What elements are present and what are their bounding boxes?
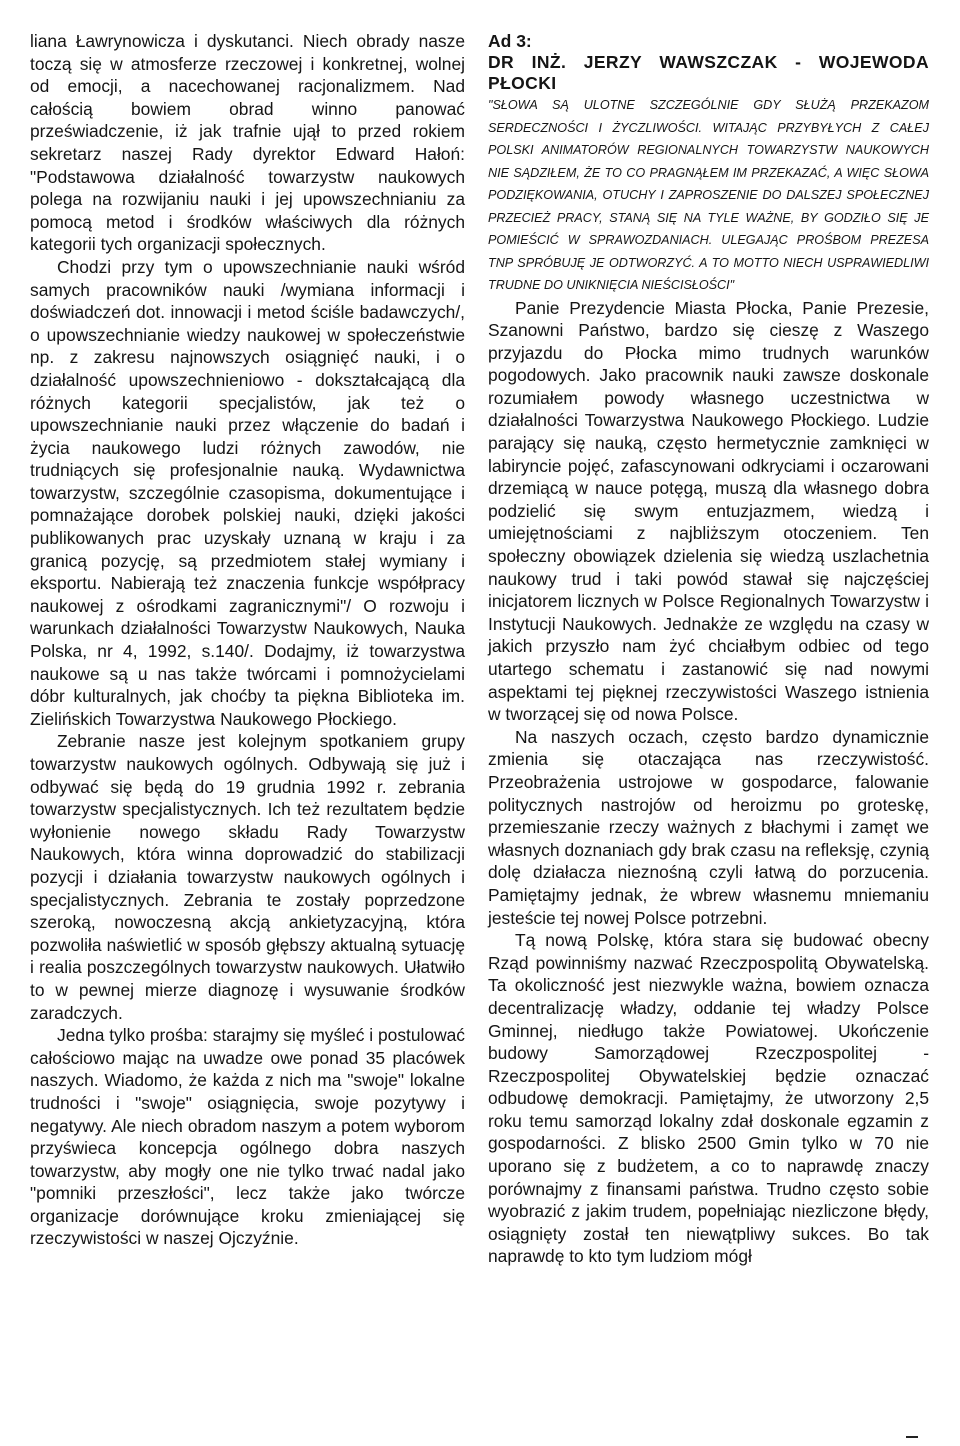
left-paragraph-3: Zebranie nasze jest kolejnym spotkaniem grupy towarzystw naukowych ogólnych. Odbywają się już i odbywać się będą do 19 grudnia 1992 r. zebrania towarzystw specjalistycznych. Ich też rezultatem będzie wyłonienie nowego składu Rady Towarzystw Naukowych, która winna doprowadzić do stabilizacji pozycji i działania towarzystw naukowych ogólnych i specjalistycznych. Zebrania te zostały poprzedzone szeroką, nowoczesną akcją ankietyzacyjną, która pozwoliła naświetlić w sposób głębszy aktualną sytuację i realia poszczególnych towarzystw naukowych. Ułatwiło to w pewnej mierze diagnozę i wysuwanie środków zaradczych. — [30, 731, 465, 1023]
right-paragraph-1: Panie Prezydencie Miasta Płocka, Panie Prezesie, Szanowni Państwo, bardzo się cieszę z Waszego przyjazdu do Płocka mimo trudnych warunków pogodowych. Jako pracownik nauki zawsze doskonale rozumiałem powody własnego uczestnictwa w działalności Towarzystwa Naukowego Płockiego. Ludzie parający się nauką, często hermetycznie zamknięci w labiryncie pojęć, zafascynowani odkryciami i oczarowani drzemiącą w nauce potęgą, muszą dla własnego dobra podzielić się swym entuzjazmem, wiedzą i umiejętnościami z najbliższym otoczeniem. Ten społeczny obowiązek dzielenia się wiedzą uszlachetnia naukowy trud i taki powód stawał się najczęściej inicjatorem licznych w Polsce Regionalnych Towarzystw i Instytucji Naukowych. Jednakże ze względu na czasy w jakich przyszło nam żyć chciałbym odbiec od tego utartego schematu i zastanowić się nad nowymi aspektami tej pięknej rzeczywistości Waszego istnienia w tworzącej się od nowa Polsce. — [488, 297, 929, 725]
left-paragraph-4: Jedna tylko prośba: starajmy się myśleć i postulować całościowo mając na uwadze owe ponad 35 placówek naszych. Wiadomo, że każda z nich ma "swoje" lokalne trudności i "swoje" osiągnięcia, swoje pozytywy i negatywy. Ale niech obradom naszym a potem wyborom przyświeca koncepcja ogólnego dobra naszych towarzystw, aby mogły one nie tylko trwać nadal jako "pomniki przeszłości", lecz także jako twórcze organizacje dorównujące kroku zmieniającej się rzeczywistości w naszej Ojczyźnie. — [30, 1025, 465, 1249]
section-number-heading: Ad 3: — [488, 31, 532, 51]
motto-quote: "SŁOWA SĄ ULOTNE SZCZEGÓLNIE GDY SŁUŻĄ PRZEKAZOM SERDECZNOŚCI I ŻYCZLIWOŚCI. WITAJĄC PRZYBYŁYCH Z CAŁEJ POLSKI ANIMATORÓW REGIONALNYCH TOWARZYSTW NAUKOWYCH NIE SĄDZIŁEM, ŻE TO CO PRAGNĄŁEM IM PRZEKAZAĆ, A WIĘC SŁOWA PODZIĘKOWANIA, OTUCHY I ZAPROSZENIE DO DALSZEJ SPOŁECZNEJ PRZECIEŻ PRACY, STANĄ SIĘ NA TYLE WAŻNE, BY GODZIŁO SIĘ JE POMIEŚCIĆ W SPRAWOZDANIACH. ULEGAJĄC PROŚBOM PREZESA TNP SPRÓBUJĘ JE ODTWORZYĆ. A TO MOTTO NIECH USPRAWIEDLIWI TRUDNE DO UNIKNIĘCIA NIEŚCISŁOŚCI" — [488, 98, 929, 292]
speaker-heading: DR INŻ. JERZY WAWSZCZAK - WOJEWODA PŁOCKI — [488, 52, 929, 93]
right-paragraph-3: Tą nową Polskę, która stara się budować obecny Rząd powinniśmy nazwać Rzeczpospolitą Obywatelską. Ta okoliczność jest niezwykle ważna, bowiem oznacza decentralizację władzy, oddanie tej władzy Polsce Gminnej, niedługo także Powiatowej. Ukończenie budowy Samorządowej Rzeczpospolitej - Rzeczpospolitej Obywatelskiej będzie oznaczać odbudowę demokracji. Pamiętajmy, że utworzony 2,5 roku temu samorząd lokalny zdał doskonale egzamin z gospodarności. Z blisko 2500 Gmin tylko w 70 nie uporano się z budżetem, a co to naprawdę znaczy porównajmy z finansami państwa. Trudno często sobie wyobrazić z jakim trudem, popełniając niezliczone błędy, osiągnięty został ten niewątpliwy sukces. Bo tak naprawdę to kto tym ludziom mógł — [488, 930, 929, 1267]
right-paragraph-2: Na naszych oczach, często bardzo dynamicznie zmienia się otaczająca nas rzeczywistość. Przeobrażenia ustrojowe w gospodarce, falowanie politycznych nastrojów od heroizmu po groteskę, przemieszanie rzeczy ważnych z błachymi i zamęt we własnych doznaniach gdy brak czasu na refleksję, czynią dolę działacza nieznośną czyli łatwą do porzucenia. Pamiętajmy jednak, że wbrew własnemu mniemaniu jesteście tej nowej Polsce potrzebni. — [488, 726, 929, 928]
right-text-column — [488, 30, 929, 1268]
left-paragraph-2: Chodzi przy tym o upowszechnianie nauki wśród samych pracowników nauki /wymiana informacji i doświadczeń dot. innowacji i metod ściśle badawczych/, o upowszechnianie wiedzy naukowej w społeczeństwie np. z zakresu najnowszych osiągnięć nauki, i o działalność upowszechnieniowo - dokształcającą dla różnych kategorii specjalistów, jak też o upowszechnianie nauki przez włączenie do badań i życia naukowego ludzi różnych zawodów, nie trudniących się profesjonalnie nauką. Wydawnictwa towarzystw, szczególnie czasopisma, dokumentujące i pomnażające dorobek polskiej nauki, dzięki jakości publikowanych prac uzyskały uznaną w kraju i za granicą pozycję, są przedmiotem stałej wymiany i eksportu. Nabierają też znaczenia funkcje współpracy naukowej z ośrodkami zagranicznymi"/ O rozwoju i warunkach działalności Towarzystw Naukowych, Nauka Polska, nr 4, 1992, s.140/. Dodajmy, iż towarzystwa naukowe są u nas także twórcami i pomnożycielami dóbr kulturalnych, jak choćby ta piękna Biblioteka im. Zielińskich Towarzystwa Naukowego Płockiego. — [30, 256, 465, 729]
page-corner-mark — [906, 1436, 918, 1438]
left-text-column — [30, 30, 465, 1250]
left-paragraph-1: liana Ławrynowicza i dyskutanci. Niech obrady nasze toczą się w atmosferze rzeczowej i konkretnej, wolnej od emocji, a nacechowanej racjonalizmem. Nad całością bowiem obrad winno panować przeświadczenie, iż jak trafnie ujął to przed rokiem sekretarz naszej Rady dyrektor Edward Hałoń: "Podstawowa działalność towarzystw naukowych polega na rozwijaniu nauki i jej upowszechnianiu za pomocą metod i środków właściwych dla różnych kategorii tych organizacji społecznych. — [30, 31, 465, 255]
